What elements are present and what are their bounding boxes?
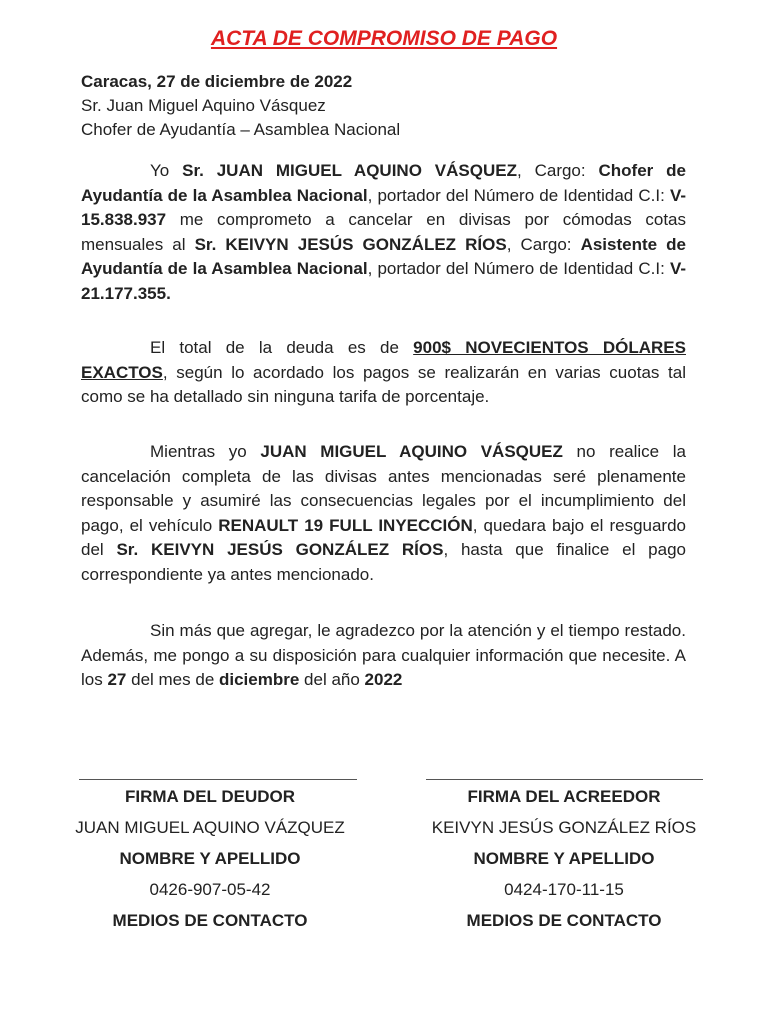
p1-text: , Cargo: <box>516 161 599 180</box>
debtor-name-label: NOMBRE Y APELLIDO <box>119 849 301 868</box>
creditor-phone: 0424-170-11-15 <box>504 880 624 899</box>
p2-text: El total de la deuda es de <box>150 338 414 357</box>
debtor-contact-label: MEDIOS DE CONTACTO <box>112 911 308 930</box>
p3-text: Mientras yo <box>150 442 261 461</box>
p4-text: del año <box>299 670 365 689</box>
p1-text: me comprometo a cancelar en divisas por cómodas cotas mensuales al <box>81 210 686 254</box>
p4-text: Sin más que agregar, le agradezco por la atención y el tiempo restado. Además, me pongo a su disposición para cualquier información que necesite. A los <box>81 621 686 689</box>
p1-text: , portador del Número de Identidad C.I: <box>367 259 670 278</box>
p1-bold: Asistente de Ayudantía de la Asamblea Nacional <box>81 234 687 278</box>
p1-bold: Sr. KEIVYN JESÚS GONZÁLEZ RÍOS <box>194 234 507 254</box>
p2-text: , según lo acordado los pagos se realizarán en varias cuotas tal como se ha detallado sin ninguna tarifa de porcentaje. <box>81 362 686 406</box>
p1-bold: Sr. JUAN MIGUEL AQUINO VÁSQUEZ <box>182 161 517 180</box>
vehicle-name: RENAULT 19 FULL INYECCIÓN <box>218 515 473 535</box>
p1-text: Yo <box>150 161 183 180</box>
place-date: Caracas, 27 de diciembre de 2022 <box>81 72 353 91</box>
creditor-name: KEIVYN JESÚS GONZÁLEZ RÍOS <box>431 818 697 837</box>
paragraph-closing <box>81 619 686 693</box>
creditor-signature-block <box>404 786 724 941</box>
p3-text: no realice la cancelación completa de las divisas antes mencionadas seré plenamente responsable y asumiré las consecuencias legales por el incumplimiento del pago, el vehículo <box>81 442 686 535</box>
debtor-name: JUAN MIGUEL AQUINO VÁZQUEZ <box>75 818 345 837</box>
p4-bold: 27 <box>107 670 127 689</box>
debtor-phone: 0426-907-05-42 <box>149 880 271 899</box>
creditor-contact-label: MEDIOS DE CONTACTO <box>466 911 662 930</box>
recipient-position: Chofer de Ayudantía – Asamblea Nacional <box>81 120 401 139</box>
recipient-name: Sr. Juan Miguel Aquino Vásquez <box>81 96 326 115</box>
p1-bold: V-21.177.355. <box>81 259 686 303</box>
p3-bold: JUAN MIGUEL AQUINO VÁSQUEZ <box>260 442 563 461</box>
document-header <box>81 70 400 142</box>
p3-bold: Sr. KEIVYN JESÚS GONZÁLEZ RÍOS <box>116 540 444 559</box>
p3-text: , quedara bajo el resguardo del <box>81 515 686 559</box>
creditor-signature-line <box>426 779 703 780</box>
p1-bold: V-15.838.937 <box>81 185 686 229</box>
p1-text: , portador del Número de Identidad C.I: <box>367 185 670 205</box>
paragraph-debt-total <box>81 336 686 410</box>
debtor-role: FIRMA DEL DEUDOR <box>125 787 295 806</box>
p1-text: , Cargo: <box>506 234 581 254</box>
debtor-signature-block <box>40 786 380 941</box>
debtor-signature-line <box>79 779 357 780</box>
document-title: ACTA DE COMPROMISO DE PAGO <box>210 27 558 50</box>
paragraph-guarantee <box>81 440 686 587</box>
creditor-name-label: NOMBRE Y APELLIDO <box>473 849 655 868</box>
creditor-role: FIRMA DEL ACREEDOR <box>467 787 661 806</box>
p4-bold: 2022 <box>364 670 403 689</box>
debt-amount: 900$ NOVECIENTOS DÓLARES EXACTOS <box>81 338 686 382</box>
paragraph-commitment <box>81 159 686 306</box>
p1-bold: Chofer de Ayudantía de la Asamblea Nacional <box>81 161 686 205</box>
p4-text: del mes de <box>126 670 219 689</box>
p3-text: , hasta que finalice el pago correspondiente ya antes mencionado. <box>81 540 686 584</box>
p4-bold: diciembre <box>219 670 300 689</box>
